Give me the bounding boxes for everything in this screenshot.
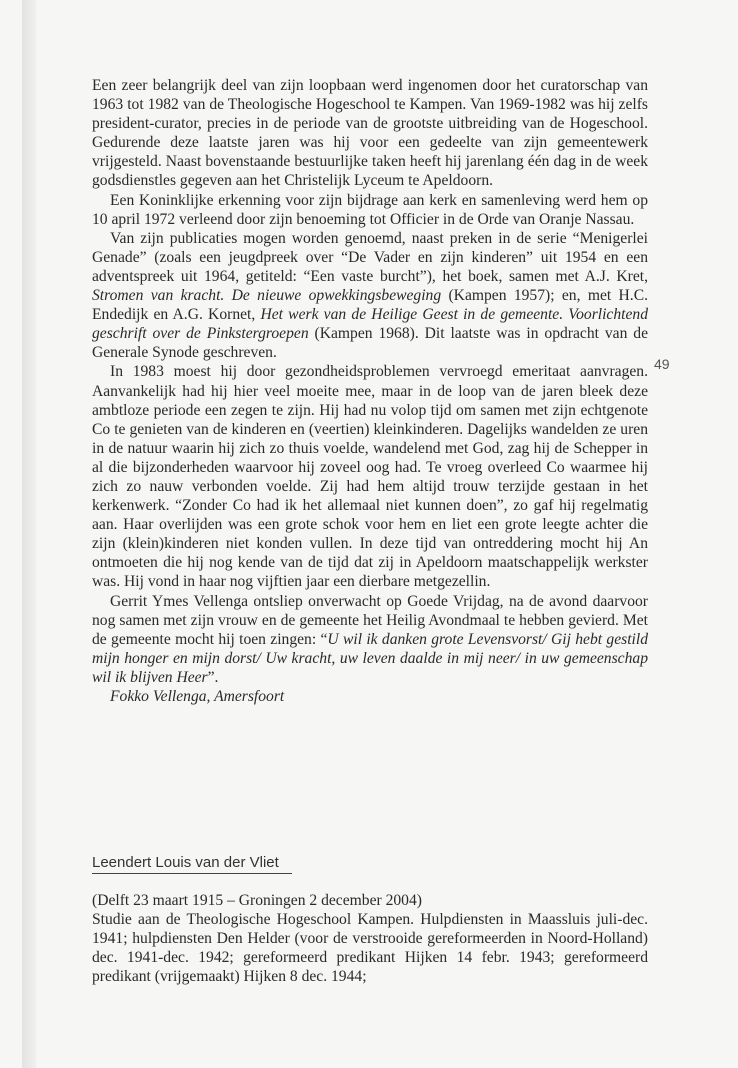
paragraph-royal-honour: Een Koninklijke erkenning voor zijn bijdrage aan kerk en samenleving werd hem op 10 april 1972 verleend door zijn benoeming tot Officier in de Orde van Oranje Nassau.	[92, 191, 648, 228]
section-body	[92, 891, 648, 986]
closing-outro: ”.	[207, 668, 219, 686]
paragraph-publications	[92, 229, 648, 363]
author-signature: Fokko Vellenga, Amersfoort	[110, 688, 285, 705]
biography-text	[92, 76, 648, 706]
hymn-quote: U wil ik danken grote Levensvorst/ Gij hebt gestild mijn honger en mijn dorst/ Uw kracht, uw leven daalde in mij neer/ in uw gemeenschap wil ik blijven Heer	[92, 630, 648, 686]
publications-outro: (Kampen 1968). Dit laatste was in opdracht van de Generale Synode geschreven.	[92, 325, 648, 362]
closing-intro: Gerrit Ymes Vellenga ontsliep onverwacht op Goede Vrijdag, na de avond daarvoor nog samen met zijn vrouw en de gemeente het Heilig Avondmaal te hebben gevierd. Met de gemeente mocht hij toen zingen: “	[92, 592, 648, 648]
page-spine	[22, 0, 36, 1068]
publications-mid: (Kampen 1957); en, met H.C. Endedijk en A.G. Kornet,	[92, 287, 648, 324]
paragraph-curatorship: Een zeer belangrijk deel van zijn loopbaan werd ingenomen door het curatorschap van 1963 tot 1982 van de Theologische Hogeschool te Kampen. Van 1969-1982 was hij zelfs president-curator, precies in de periode van de grootste uitbreiding van de Hogeschool. Gedurende deze laatste jaren was hij voor een gedeelte van zijn gemeentewerk vrijgesteld. Naast bovenstaande bestuurlijke taken heeft hij jarenlang één dag in de week godsdienstles gegeven aan het Christelijk Lyceum te Apeldoorn.	[92, 77, 648, 190]
section-heading: Leendert Louis van der Vliet	[92, 854, 292, 874]
page-number: 49	[654, 356, 670, 372]
section-dates: (Delft 23 maart 1915 – Groningen 2 december 2004)	[92, 892, 422, 909]
book-title-werk: Het werk van de Heilige Geest in de gemeente. Voorlichtend geschrift over de Pinkstergroepen	[92, 306, 648, 343]
publications-intro: Van zijn publicaties mogen worden genoemd, naast preken in de serie “Menigerlei Genade” (zoals een jeugdpreek over “De Vader en zijn kinderen” uit 1954 en een adventspreek uit 1964, getiteld: “Een vaste burcht”), het boek, samen met A.J. Kret,	[92, 229, 648, 285]
section-career: Studie aan de Theologische Hogeschool Kampen. Hulpdiensten in Maassluis juli-dec. 1941; hulpdiensten Den Helder (voor de verstrooide gereformeerden in Noord-Holland) dec. 1941-dec. 1942; gereformeerd predikant Hijken 14 febr. 1943; gereformeerd predikant (vrijgemaakt) Hijken 8 dec. 1944;	[92, 911, 648, 986]
paragraph-closing	[92, 592, 648, 687]
paragraph-emeritus: In 1983 moest hij door gezondheidsproblemen vervroegd emeritaat aanvragen. Aanvankelijk had hij hier veel moeite mee, maar in de loop van de jaren bleek deze ambtloze periode een zegen te zijn. Hij had nu volop tijd om samen met zijn echtgenote Co te genieten van de kinderen en (veertien) kleinkinderen. Dagelijks wandelden ze uren in de natuur waarin hij zich zo thuis voelde, wandelend met God, zag hij de Schepper in al die bijzonderheden waarvoor hij zoveel oog had. Te vroeg overleed Co waarmee hij zich zo nauw verbonden voelde. Zij had hem altijd trouw terzijde gestaan in het kerkenwerk. “Zonder Co had ik het allemaal niet kunnen doen”, zo gaf hij regelmatig aan. Haar overlijden was een grote schok voor hem en liet een grote leegte achter die zijn (klein)kinderen niet konden vullen. In deze tijd van ontreddering mocht hij An ontmoeten die hij nog kende van de tijd dat zij in Apeldoorn maatschappelijk werkster was. Hij vond in haar nog vijftien jaar een dierbare metgezellin.	[92, 363, 648, 591]
book-title-stromen: Stromen van kracht. De nieuwe opwekkingsbeweging	[92, 287, 442, 305]
